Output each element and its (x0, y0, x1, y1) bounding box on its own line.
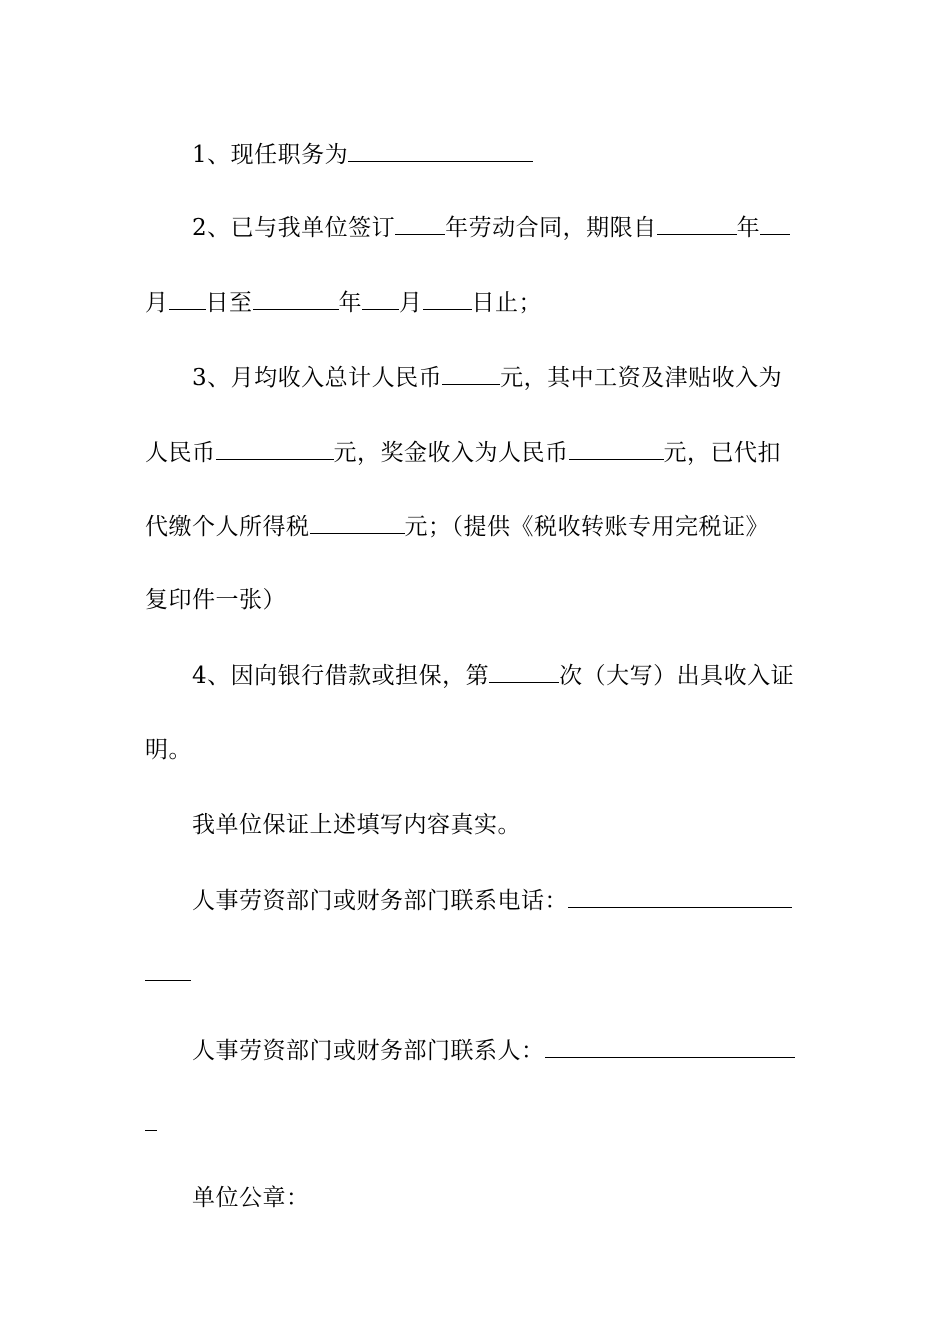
blank-field-monthly-income[interactable] (442, 362, 500, 385)
text: 元；（提供《税收转账专用完税证》 (404, 514, 769, 540)
text: 人事劳资部门或财务部门联系人： (192, 1038, 545, 1064)
text: 4、因向银行借款或担保，第 (192, 663, 490, 689)
blank-field-position[interactable] (348, 139, 533, 162)
text: 年劳动合同，期限自 (445, 215, 657, 241)
text: 1、现任职务为 (192, 142, 349, 168)
text: 次（大写）出具收入证 (559, 663, 795, 689)
blank-field-salary[interactable] (216, 437, 334, 460)
blank-field-contact-phone-cont[interactable] (145, 958, 191, 981)
blank-field-contact-phone[interactable] (568, 885, 792, 908)
line-income-tax (145, 511, 815, 542)
line-current-position (145, 139, 862, 170)
blank-field-end-year[interactable] (253, 287, 339, 310)
blank-field-contact-person[interactable] (545, 1035, 795, 1058)
text: 我单位保证上述填写内容真实。 (192, 812, 521, 838)
text: 单位公章： (192, 1185, 310, 1211)
text: 人民币 (145, 440, 216, 466)
line-guarantee (145, 810, 862, 840)
blank-field-start-year[interactable] (657, 212, 737, 235)
blank-field-bonus[interactable] (569, 437, 664, 460)
text: 明。 (145, 737, 192, 763)
line-contract (145, 212, 862, 243)
blank-field-start-day[interactable] (169, 287, 206, 310)
line-contact-phone (145, 885, 862, 916)
text: 人事劳资部门或财务部门联系电话： (192, 888, 568, 914)
text: 月 (145, 290, 169, 316)
text: 日至 (205, 290, 253, 316)
line-salary-bonus (145, 437, 815, 468)
line-contact-person-cont (145, 1108, 815, 1139)
text: 年 (338, 290, 362, 316)
text: 3、月均收入总计人民币 (192, 365, 443, 391)
text: 元，奖金收入为人民币 (333, 440, 569, 466)
text: 复印件一张） (145, 587, 286, 613)
line-bank-loan-end (145, 735, 815, 765)
line-copy (145, 585, 815, 615)
blank-field-issue-count[interactable] (489, 660, 559, 683)
text: 元，其中工资及津贴收入为 (500, 365, 783, 391)
text: 日止； (471, 290, 542, 316)
blank-field-end-month[interactable] (362, 287, 399, 310)
text: 年 (736, 215, 761, 241)
text: 代缴个人所得税 (145, 514, 310, 540)
line-monthly-income (145, 362, 862, 393)
line-contact-person (145, 1035, 862, 1066)
text: 2、已与我单位签订 (192, 215, 396, 241)
blank-field-end-day[interactable] (423, 287, 472, 310)
blank-field-contract-years[interactable] (395, 212, 445, 235)
line-contract-dates (145, 287, 815, 318)
blank-field-start-month[interactable] (760, 212, 790, 235)
text: 月 (399, 290, 423, 316)
line-bank-loan (145, 660, 862, 691)
line-company-seal (145, 1183, 862, 1213)
text: 元，已代扣 (663, 440, 781, 466)
blank-field-contact-person-cont[interactable] (145, 1108, 157, 1131)
blank-field-income-tax[interactable] (310, 511, 405, 534)
line-contact-phone-cont (145, 958, 815, 989)
